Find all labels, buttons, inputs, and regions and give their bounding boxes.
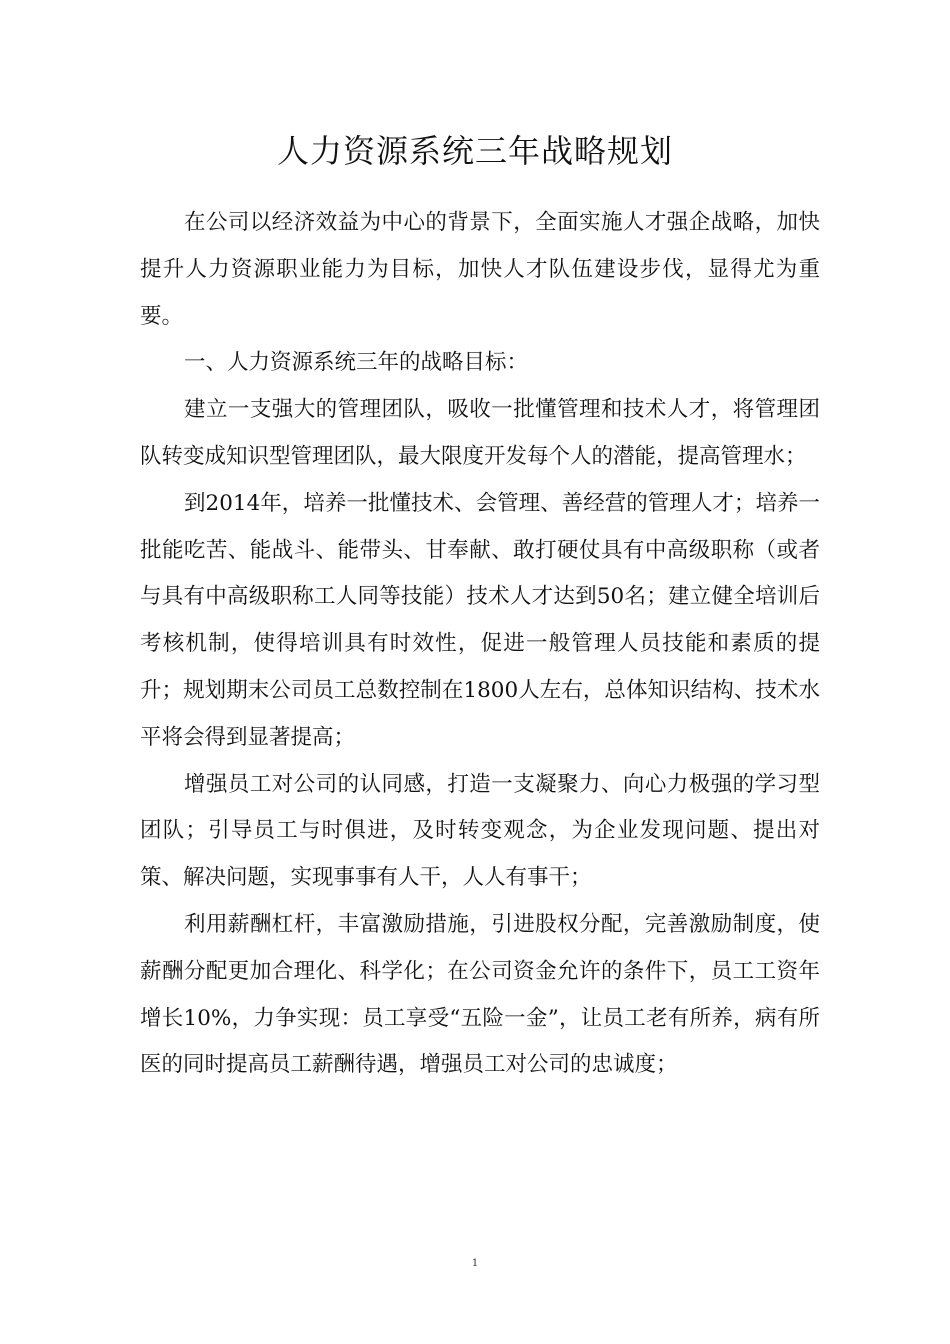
paragraph-talent-targets: 到2014年，培养一批懂技术、会管理、善经营的管理人才；培养一批能吃苦、能战斗、能带头、甘奉献、敢打硬仗具有中高级职称（或者与具有中高级职称工人同等技能）技术人才达到50名；建立健全培训后考核机制，使得培训具有时效性，促进一般管理人员技能和素质的提升；规划期末公司员工总数控制在1800人左右，总体知识结构、技术水平将会得到显著提高； bbox=[140, 490, 820, 750]
section-heading-strategic-goals: 一、人力资源系统三年的战略目标： bbox=[184, 350, 529, 376]
paragraph-intro: 在公司以经济效益为中心的背景下，全面实施人才强企战略，加快提升人力资源职业能力为目标，加快人才队伍建设步伐，显得尤为重要。 bbox=[140, 210, 820, 329]
paragraph-compensation: 利用薪酬杠杆，丰富激励措施，引进股权分配，完善激励制度，使薪酬分配更加合理化、科学化；在公司资金允许的条件下，员工工资年增长10%，力争实现：员工享受“五险一金”，让员工老有所养，病有所医的同时提高员工薪酬待遇，增强员工对公司的忠诚度； bbox=[140, 911, 820, 1078]
document-title: 人力资源系统三年战略规划 bbox=[276, 132, 673, 171]
paragraph-team-cohesion: 增强员工对公司的认同感，打造一支凝聚力、向心力极强的学习型团队；引导员工与时俱进，及时转变观念，为企业发现问题、提出对策、解决问题，实现事事有人干，人人有事干； bbox=[140, 771, 820, 891]
page-number: 1 bbox=[471, 1258, 479, 1269]
paragraph-management-team: 建立一支强大的管理团队，吸收一批懂管理和技术人才，将管理团队转变成知识型管理团队，最大限度开发每个人的潜能，提高管理水； bbox=[140, 397, 820, 469]
document-body bbox=[140, 200, 820, 1089]
